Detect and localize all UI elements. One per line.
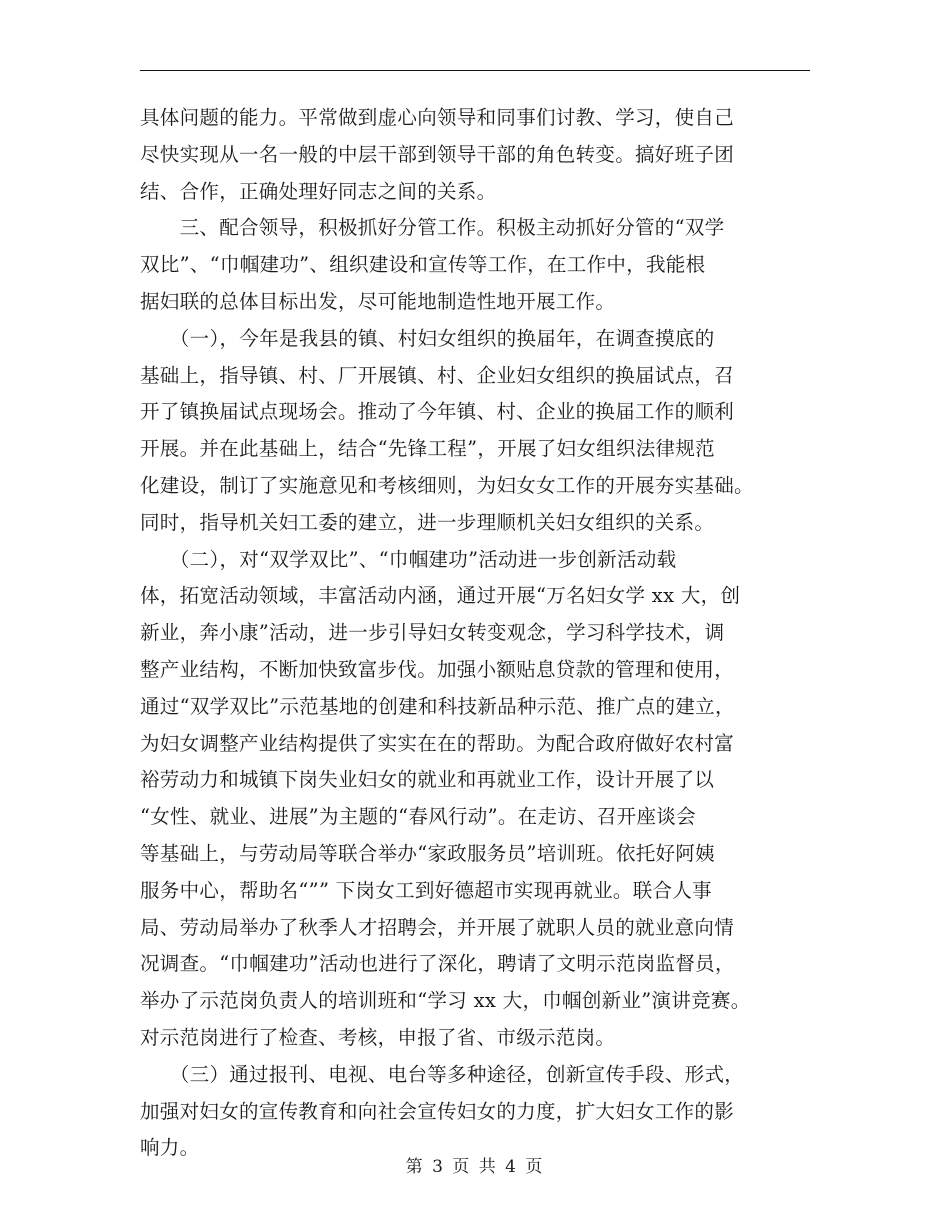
text-line: 据妇联的总体目标出发，尽可能地制造性地开展工作。: [140, 289, 616, 313]
text-line: 对示范岗进行了检查、考核，申报了省、市级示范岗。: [140, 1025, 616, 1049]
text-line: 为妇女调整产业结构提供了实实在在的帮助。为配合政府做好农村富: [140, 731, 735, 755]
text-line: 通过“双学双比”示范基地的创建和科技新品种示范、推广点的建立，: [140, 694, 735, 718]
text-line: 裕劳动力和城镇下岗失业妇女的就业和再就业工作，设计开展了以: [140, 768, 715, 792]
text-line: 双比”、“巾帼建功”、组织建设和宣传等工作，在工作中，我能根: [140, 253, 706, 277]
text-line: 化建设，制订了实施意见和考核细则，为妇女女工作的开展夯实基础。: [140, 473, 754, 497]
text-line: 体，拓宽活动领域，丰富活动内涵，通过开展“万名妇女学 xx 大，创: [140, 584, 741, 608]
text-line: 开了镇换届试点现场会。推动了今年镇、村、企业的换届工作的顺利: [140, 400, 735, 424]
text-line: 加强对妇女的宣传教育和向社会宣传妇女的力度，扩大妇女工作的影: [140, 1099, 735, 1123]
text-line: 新业，奔小康”活动，进一步引导妇女转变观念，学习科学技术，调: [140, 621, 725, 645]
text-line: 举办了示范岗负责人的培训班和“学习 xx 大，巾帼创新业”演讲竞赛。: [140, 989, 751, 1013]
text-line: 服务中心，帮助名“”” 下岗女工到好德超市实现再就业。联合人事: [140, 878, 712, 902]
text-line: （二），对“双学双比”、“巾帼建功”活动进一步创新活动载: [140, 547, 677, 571]
text-line: 结、合作，正确处理好同志之间的关系。: [140, 179, 497, 203]
header-rule: [140, 70, 810, 71]
text-line: 响力。: [140, 1136, 200, 1160]
text-line: （三）通过报刊、电视、电台等多种途径，创新宣传手段、形式，: [140, 1062, 745, 1086]
text-line: 同时，指导机关妇工委的建立，进一步理顺机关妇女组织的关系。: [140, 510, 715, 534]
page-number: 第 3 页 共 4 页: [405, 1157, 545, 1177]
text-line: 尽快实现从一名一般的中层干部到领导干部的角色转变。搞好班子团: [140, 142, 735, 166]
text-line: 况调查。“巾帼建功”活动也进行了深化，聘请了文明示范岗监督员，: [140, 952, 735, 976]
text-line: 具体问题的能力。平常做到虚心向领导和同事们讨教、学习，使自己: [140, 106, 735, 129]
text-line: 等基础上，与劳动局等联合举办“家政服务员”培训班。依托好阿姨: [140, 841, 715, 865]
text-line: 基础上，指导镇、村、厂开展镇、村、企业妇女组织的换届试点，召: [140, 363, 735, 387]
text-line: 局、劳动局举办了秋季人才招聘会，并开展了就职人员的就业意向情: [140, 915, 735, 939]
text-line: 整产业结构，不断加快致富步伐。加强小额贴息贷款的管理和使用，: [140, 657, 735, 681]
text-line: “女性、就业、进展”为主题的“春风行动”。在走访、召开座谈会: [140, 805, 696, 829]
document-body: [140, 100, 810, 1167]
text-line: （一），今年是我县的镇、村妇女组织的换届年，在调查摸底的: [140, 326, 715, 350]
text-line: 三、配合领导，积极抓好分管工作。积极主动抓好分管的“双学: [140, 216, 725, 240]
text-line: 开展。并在此基础上，结合“先锋工程”，开展了妇女组织法律规范: [140, 437, 715, 461]
